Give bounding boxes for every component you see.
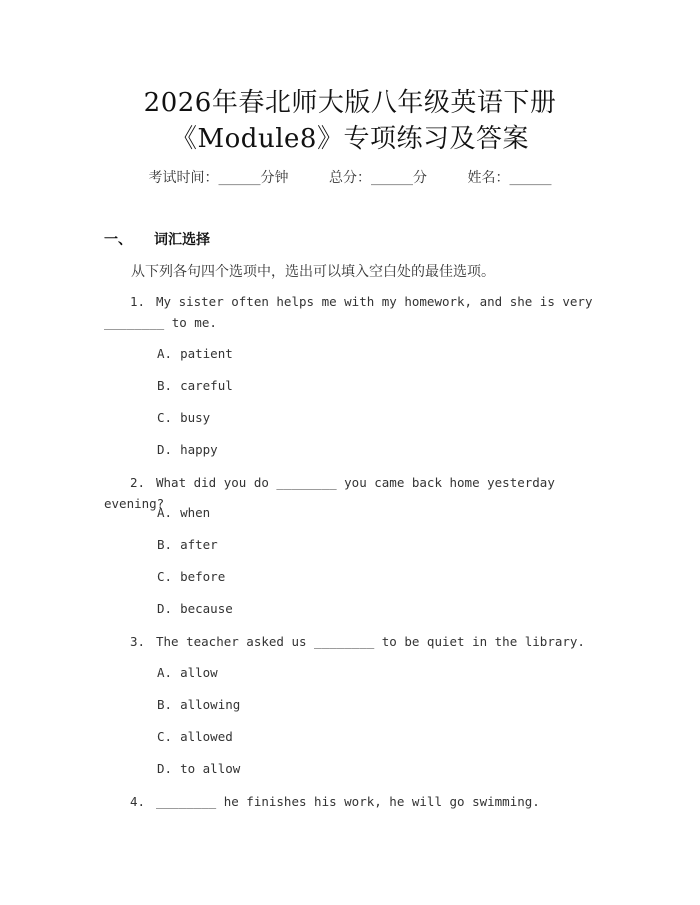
question-text-line-1: The teacher asked us ________ to be quiet in the library. [156, 634, 585, 649]
q1-option-d: D. happy [157, 442, 218, 457]
question-number: 2. [130, 475, 146, 490]
student-name-field: 姓名：______ [467, 170, 552, 186]
question-text-line-1: My sister often helps me with my homework, and she is very [156, 294, 593, 309]
q2-option-c: C. before [157, 569, 226, 584]
question-number: 3. [130, 634, 146, 649]
question-text-line-1: What did you do ________ you came back home yesterday evening? [104, 475, 555, 511]
section-title: 词汇选择 [154, 232, 210, 248]
total-score-field: 总分：______分 [329, 170, 427, 186]
q3-option-d: D. to allow [157, 761, 241, 776]
exam-info-row [0, 167, 700, 187]
q2-option-a: A. when [157, 505, 211, 520]
question-number: 1. [130, 294, 146, 309]
document-title-line-2: 《Module8》专项练习及答案 [171, 124, 529, 154]
q1-option-b: B. careful [157, 378, 233, 393]
q3-option-a: A. allow [157, 665, 218, 680]
section-heading [104, 229, 210, 249]
section-instruction: 从下列各句四个选项中，选出可以填入空白处的最佳选项。 [131, 264, 495, 280]
question-4 [104, 791, 594, 812]
question-number: 4. [130, 794, 146, 809]
question-3 [104, 631, 594, 652]
q2-option-d: D. because [157, 601, 233, 616]
q3-option-b: B. allowing [157, 697, 241, 712]
q2-option-b: B. after [157, 537, 218, 552]
section-number: 一、 [104, 232, 132, 248]
q1-option-a: A. patient [157, 346, 233, 361]
document-title-line-1: 2026年春北师大版八年级英语下册 [143, 88, 557, 118]
question-text-line-2: ________ to me. [104, 315, 217, 330]
q3-option-c: C. allowed [157, 729, 233, 744]
question-1 [104, 291, 594, 333]
q1-option-c: C. busy [157, 410, 211, 425]
question-text-line-1: ________ he finishes his work, he will go swimming. [156, 794, 540, 809]
exam-time-field: 考试时间：______分钟 [148, 170, 289, 186]
